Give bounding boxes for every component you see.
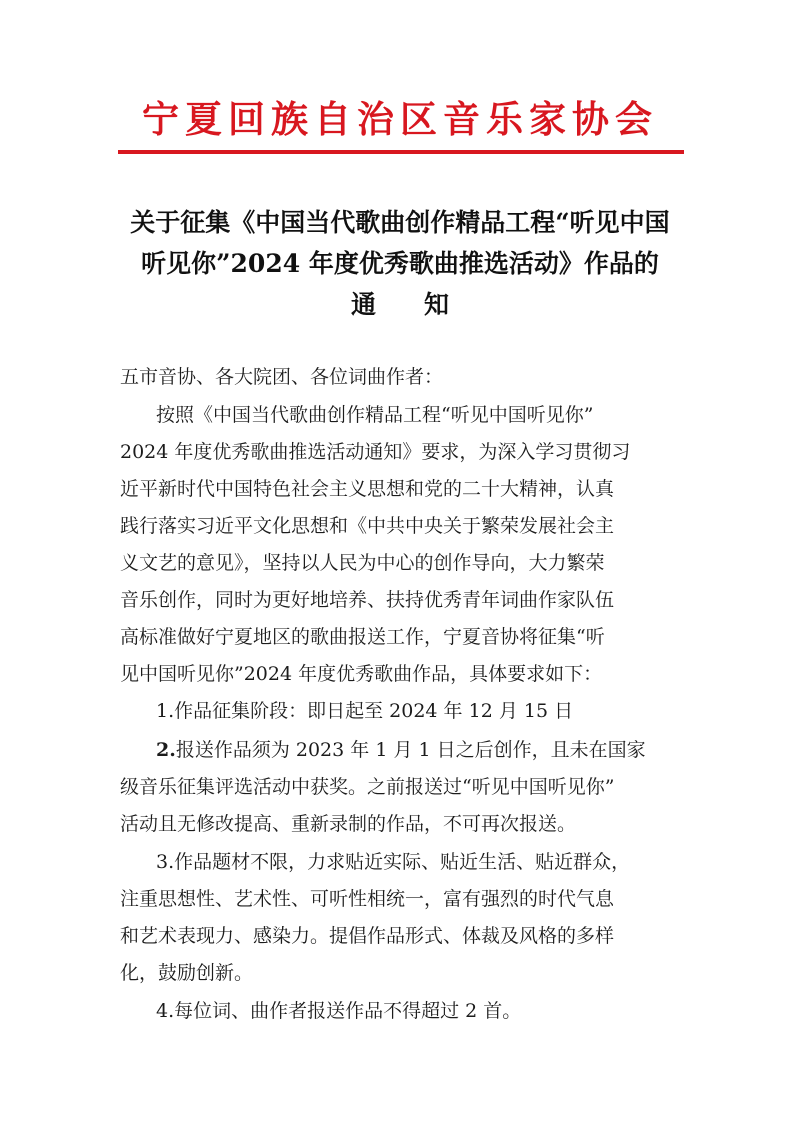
requirement-item-3-line: 注重思想性、艺术性、可听性相统一，富有强烈的时代气息 (120, 888, 615, 910)
notice-title-line-1: 关于征集《中国当代歌曲创作精品工程“听见中国 (130, 208, 670, 237)
requirement-item-2-number: 2. (156, 739, 176, 761)
notice-title-char-zhi: 知 (424, 290, 450, 319)
intro-paragraph-line: 高标准做好宁夏地区的歌曲报送工作，宁夏音协将征集“听 (120, 626, 605, 648)
letterhead-red-rule (118, 150, 684, 154)
requirement-item-2-line: 级音乐征集评选活动中获奖。之前报送过“听见中国听见你” (120, 776, 615, 798)
intro-paragraph-line: 见中国听见你”2024 年度优秀歌曲作品，具体要求如下： (120, 663, 603, 685)
intro-paragraph-line: 践行落实习近平文化思想和《中共中央关于繁荣发展社会主 (120, 515, 615, 537)
requirement-item-1: 1.作品征集阶段：即日起至 2024 年 12 月 15 日 (156, 700, 574, 722)
notice-title-line-2: 听见你”2024 年度优秀歌曲推选活动》作品的 (141, 249, 659, 278)
requirement-item-2-line (156, 732, 680, 768)
intro-paragraph-line: 近平新时代中国特色社会主义思想和党的二十大精神，认真 (120, 478, 615, 500)
notice-title-char-tong: 通 (350, 290, 376, 319)
salutation: 五市音协、各大院团、各位词曲作者： (120, 366, 444, 388)
intro-paragraph-line: 义文艺的意见》，坚持以人民为中心的创作导向，大力繁荣 (120, 552, 605, 574)
requirement-item-2-text: 报送作品须为 2023 年 1 月 1 日之后创作，且未在国家 (175, 739, 646, 761)
intro-paragraph-line: 按照《中国当代歌曲创作精品工程“听见中国听见你” (156, 404, 594, 426)
requirement-item-2-line: 活动且无修改提高、重新录制的作品，不可再次报送。 (120, 813, 577, 835)
intro-paragraph-line: 2024 年度优秀歌曲推选活动通知》要求，为深入学习贯彻习 (120, 441, 631, 463)
requirement-item-3-line: 化，鼓励创新。 (120, 962, 254, 984)
requirement-item-3-line: 3.作品题材不限，力求贴近实际、贴近生活、贴近群众， (156, 851, 631, 873)
notice-title-line-3 (100, 288, 700, 322)
letterhead-org-name: 宁夏回族自治区音乐家协会 (142, 97, 658, 141)
requirement-item-3-line: 和艺术表现力、感染力。提倡作品形式、体裁及风格的多样 (120, 925, 615, 947)
requirement-item-4: 4.每位词、曲作者报送作品不得超过 2 首。 (156, 1000, 522, 1022)
intro-paragraph-line: 音乐创作，同时为更好地培养、扶持优秀青年词曲作家队伍 (120, 589, 615, 611)
